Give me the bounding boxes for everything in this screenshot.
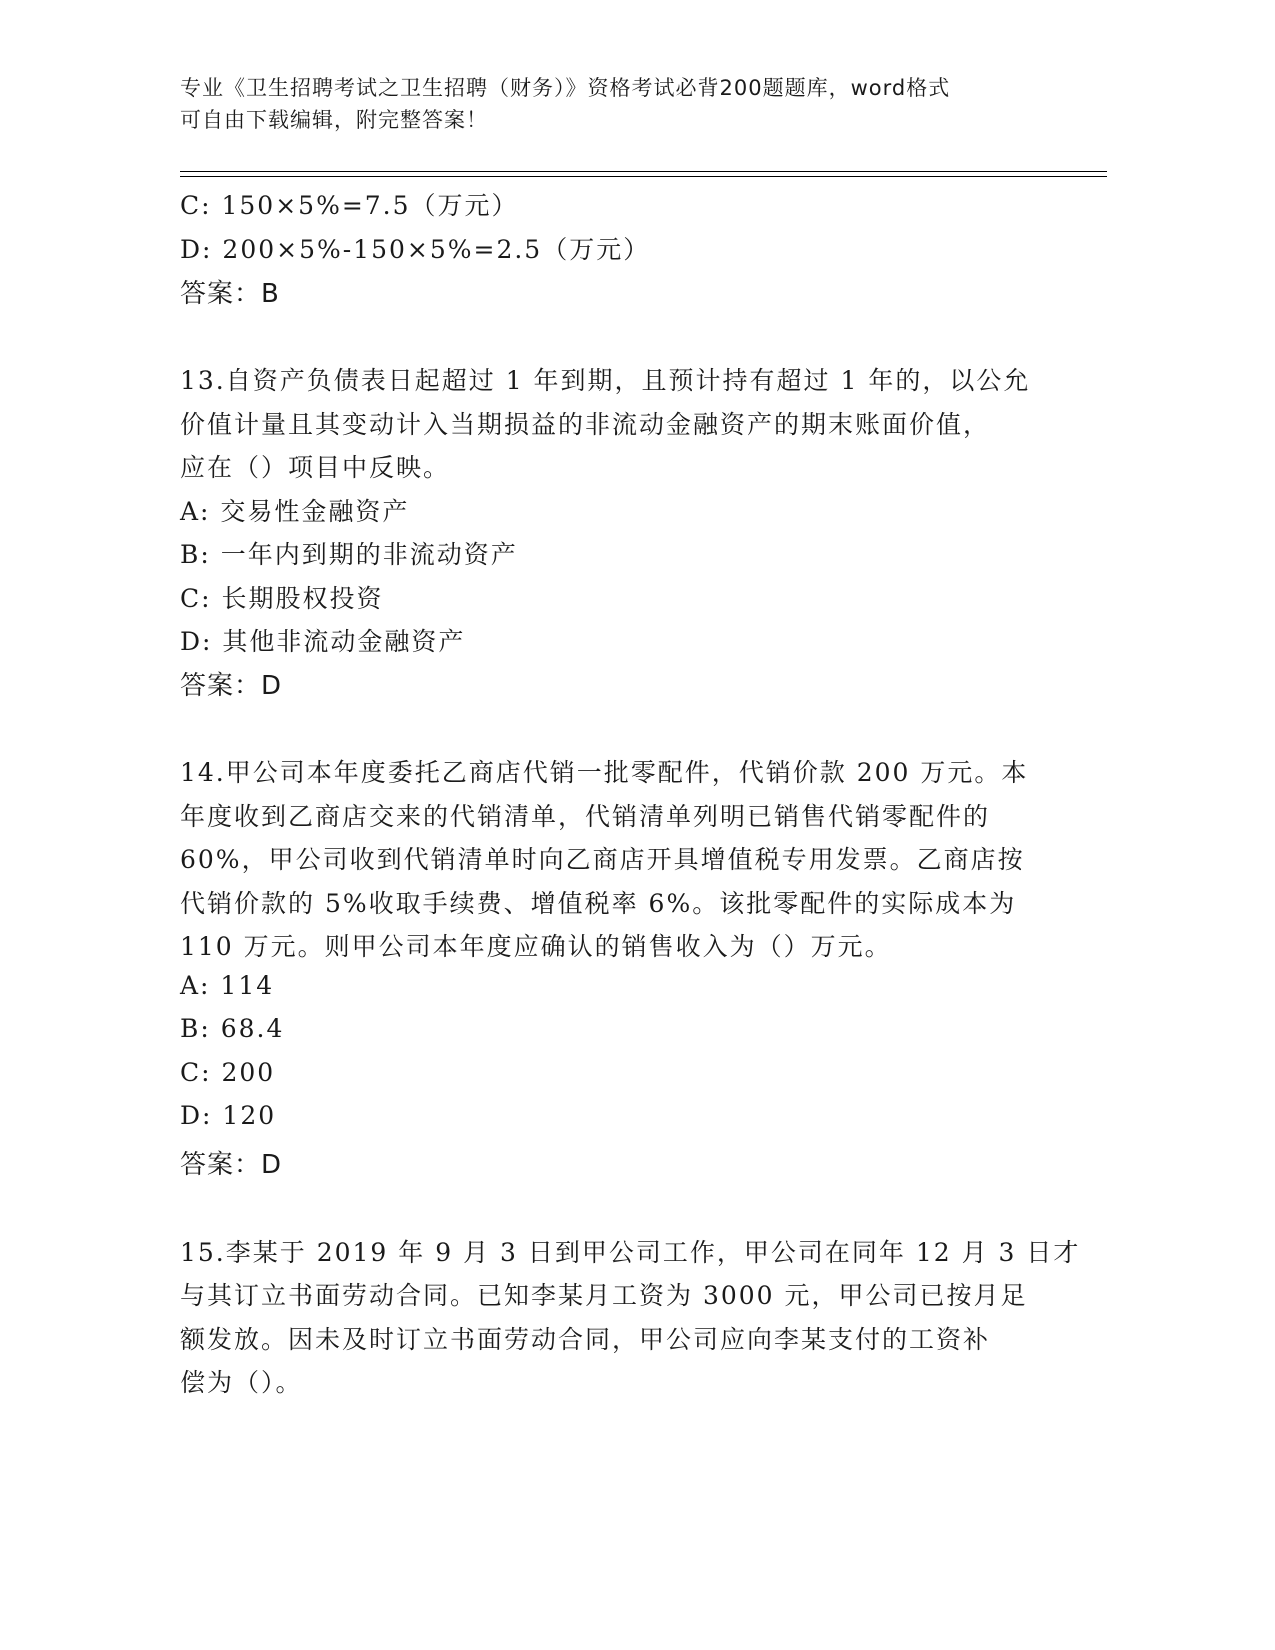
header-divider-top bbox=[180, 171, 1107, 172]
q13-option-b: B: 一年内到期的非流动资产 bbox=[180, 540, 518, 569]
header-line-1: 专业《卫生招聘考试之卫生招聘（财务）》资格考试必背200题题库，word格式 bbox=[180, 76, 951, 100]
document-header bbox=[180, 72, 1060, 136]
prev-answer: 答案：B bbox=[180, 279, 280, 309]
header-divider-bottom bbox=[180, 176, 1107, 177]
q13-stem-line: 价值计量且其变动计入当期损益的非流动金融资产的期末账面价值， bbox=[180, 410, 991, 439]
q14-stem-line: 年度收到乙商店交来的代销清单，代销清单列明已销售代销零配件的 bbox=[180, 802, 991, 831]
q14-stem-line: 14.甲公司本年度委托乙商店代销一批零配件，代销价款 200 万元。本 bbox=[180, 758, 1029, 787]
q13-stem-line: 应在（）项目中反映。 bbox=[180, 453, 451, 482]
prev-option-c: C: 150×5%=7.5（万元） bbox=[180, 191, 519, 220]
q13-option-a: A: 交易性金融资产 bbox=[180, 497, 410, 526]
q14-option-d: D: 120 bbox=[180, 1101, 277, 1130]
q14-answer: 答案：D bbox=[180, 1150, 283, 1180]
q15-stem-line: 15.李某于 2019 年 9 月 3 日到甲公司工作，甲公司在同年 12 月 3 日才 bbox=[180, 1238, 1081, 1267]
prev-option-d: D: 200×5%-150×5%=2.5（万元） bbox=[180, 235, 651, 264]
q15-stem-line: 与其订立书面劳动合同。已知李某月工资为 3000 元，甲公司已按月足 bbox=[180, 1281, 1028, 1310]
q14-stem-line: 代销价款的 5%收取手续费、增值税率 6%。该批零配件的实际成本为 bbox=[180, 889, 1017, 918]
q13-option-d: D: 其他非流动金融资产 bbox=[180, 627, 466, 656]
q14-option-a: A: 114 bbox=[180, 971, 275, 1000]
q15-stem-line: 偿为（）。 bbox=[180, 1368, 303, 1397]
q13-answer: 答案：D bbox=[180, 671, 283, 701]
q14-option-c: C: 200 bbox=[180, 1058, 276, 1087]
q14-option-b: B: 68.4 bbox=[180, 1014, 285, 1043]
header-line-2: 可自由下载编辑，附完整答案！ bbox=[180, 108, 488, 132]
q14-stem-line: 110 万元。则甲公司本年度应确认的销售收入为（）万元。 bbox=[180, 932, 892, 961]
q15-stem-line: 额发放。因未及时订立书面劳动合同，甲公司应向李某支付的工资补 bbox=[180, 1325, 991, 1354]
q14-stem-line: 60%，甲公司收到代销清单时向乙商店开具增值税专用发票。乙商店按 bbox=[180, 845, 1025, 874]
q13-stem-line: 13.自资产负债表日起超过 1 年到期，且预计持有超过 1 年的，以公允 bbox=[180, 366, 1031, 395]
q13-option-c: C: 长期股权投资 bbox=[180, 584, 384, 613]
